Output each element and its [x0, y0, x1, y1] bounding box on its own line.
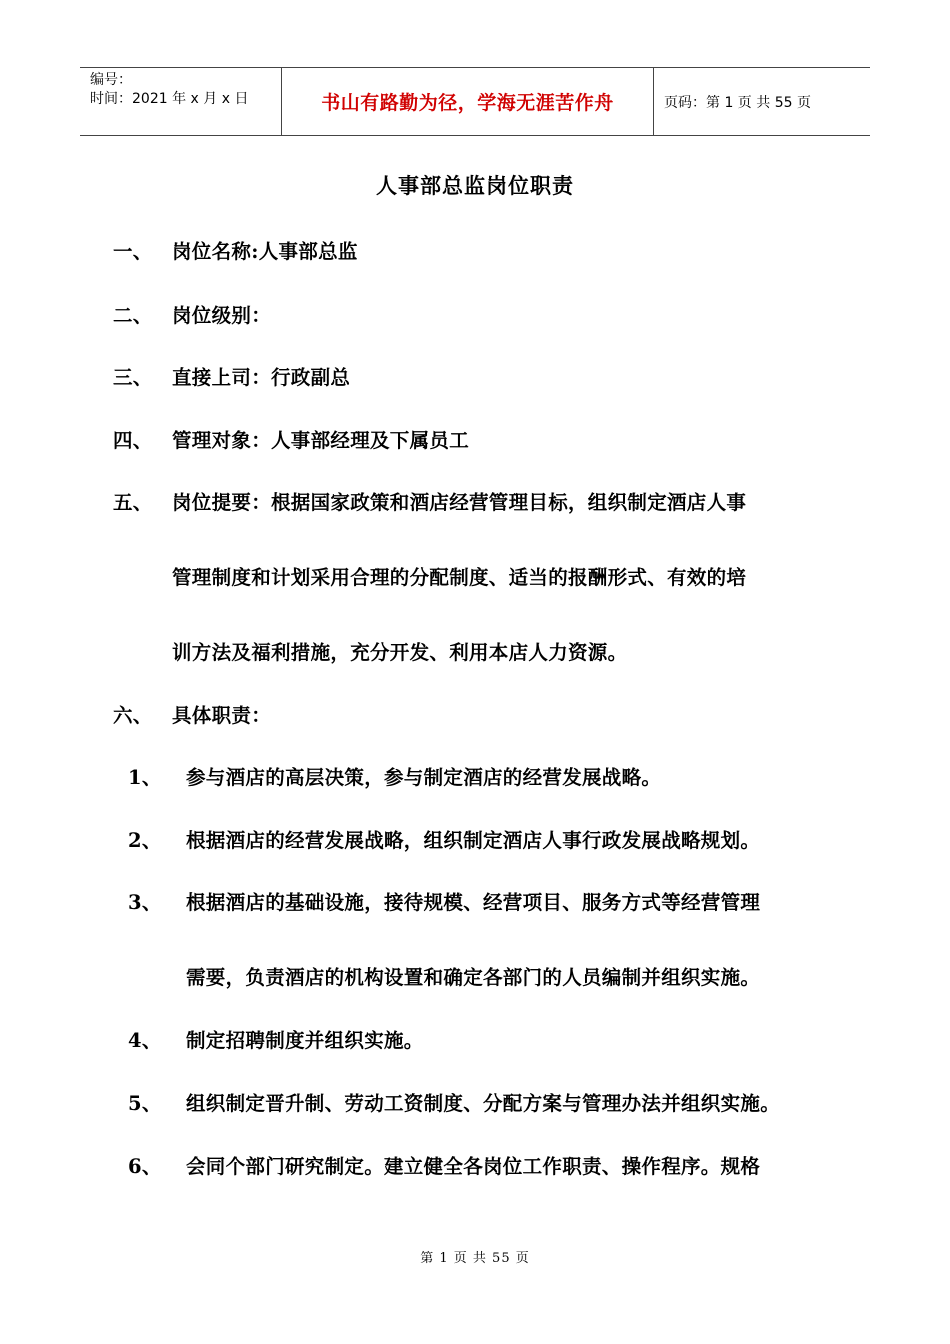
item-number: 3、: [128, 891, 162, 914]
page-header: [80, 67, 870, 136]
item-text: 根据酒店的基础设施，接待规模、经营项目、服务方式等经营管理: [186, 891, 761, 914]
section-number: 二、: [113, 304, 153, 327]
section-text: 管理对象：人事部经理及下属员工: [172, 429, 470, 452]
section-text: 具体职责：: [172, 704, 272, 727]
item-text: 参与酒店的高层决策，参与制定酒店的经营发展战略。: [186, 766, 662, 789]
section-number: 四、: [113, 429, 153, 452]
section-text: 岗位级别：: [172, 304, 272, 327]
section-text-line: 训方法及福利措施，充分开发、利用本店人力资源。: [172, 641, 628, 664]
header-motto: [282, 68, 654, 135]
item-number: 5、: [128, 1092, 162, 1115]
item-text: 需要，负责酒店的机构设置和确定各部门的人员编制并组织实施。: [186, 966, 761, 989]
header-meta: [80, 68, 282, 135]
section-text-line: 管理制度和计划采用合理的分配制度、适当的报酬形式、有效的培: [172, 566, 747, 589]
item-number: 2、: [128, 829, 162, 852]
section-text: 直接上司：行政副总: [172, 366, 351, 389]
section-number: 一、: [113, 240, 153, 263]
header-page: [654, 68, 870, 135]
section-number: 六、: [113, 704, 153, 727]
item-text: 会同个部门研究制定。建立健全各岗位工作职责、操作程序。规格: [186, 1155, 761, 1178]
item-number: 6、: [128, 1155, 162, 1178]
document-title: 人事部总监岗位职责: [376, 173, 574, 198]
section-text-line: 岗位提要：根据国家政策和酒店经营管理目标，组织制定酒店人事: [172, 491, 747, 514]
motto-text: 书山有路勤为径，学海无涯苦作舟: [321, 92, 614, 114]
section-text: 岗位名称:人事部总监: [172, 240, 358, 263]
item-text: 制定招聘制度并组织实施。: [186, 1029, 424, 1052]
section-number: 三、: [113, 366, 153, 389]
section-number: 五、: [113, 491, 153, 514]
page-footer: 第 1 页 共 55 页: [420, 1251, 530, 1266]
item-number: 4、: [128, 1029, 162, 1052]
date-label: 时间：2021 年 x 月 x 日: [90, 91, 249, 107]
item-text: 组织制定晋升制、劳动工资制度、分配方案与管理办法并组织实施。: [186, 1092, 781, 1115]
item-number: 1、: [128, 766, 162, 789]
page-label: 页码：第 1 页 共 55 页: [664, 94, 811, 111]
item-text: 根据酒店的经营发展战略，组织制定酒店人事行政发展战略规划。: [186, 829, 761, 852]
number-label: 编号：: [90, 72, 132, 88]
